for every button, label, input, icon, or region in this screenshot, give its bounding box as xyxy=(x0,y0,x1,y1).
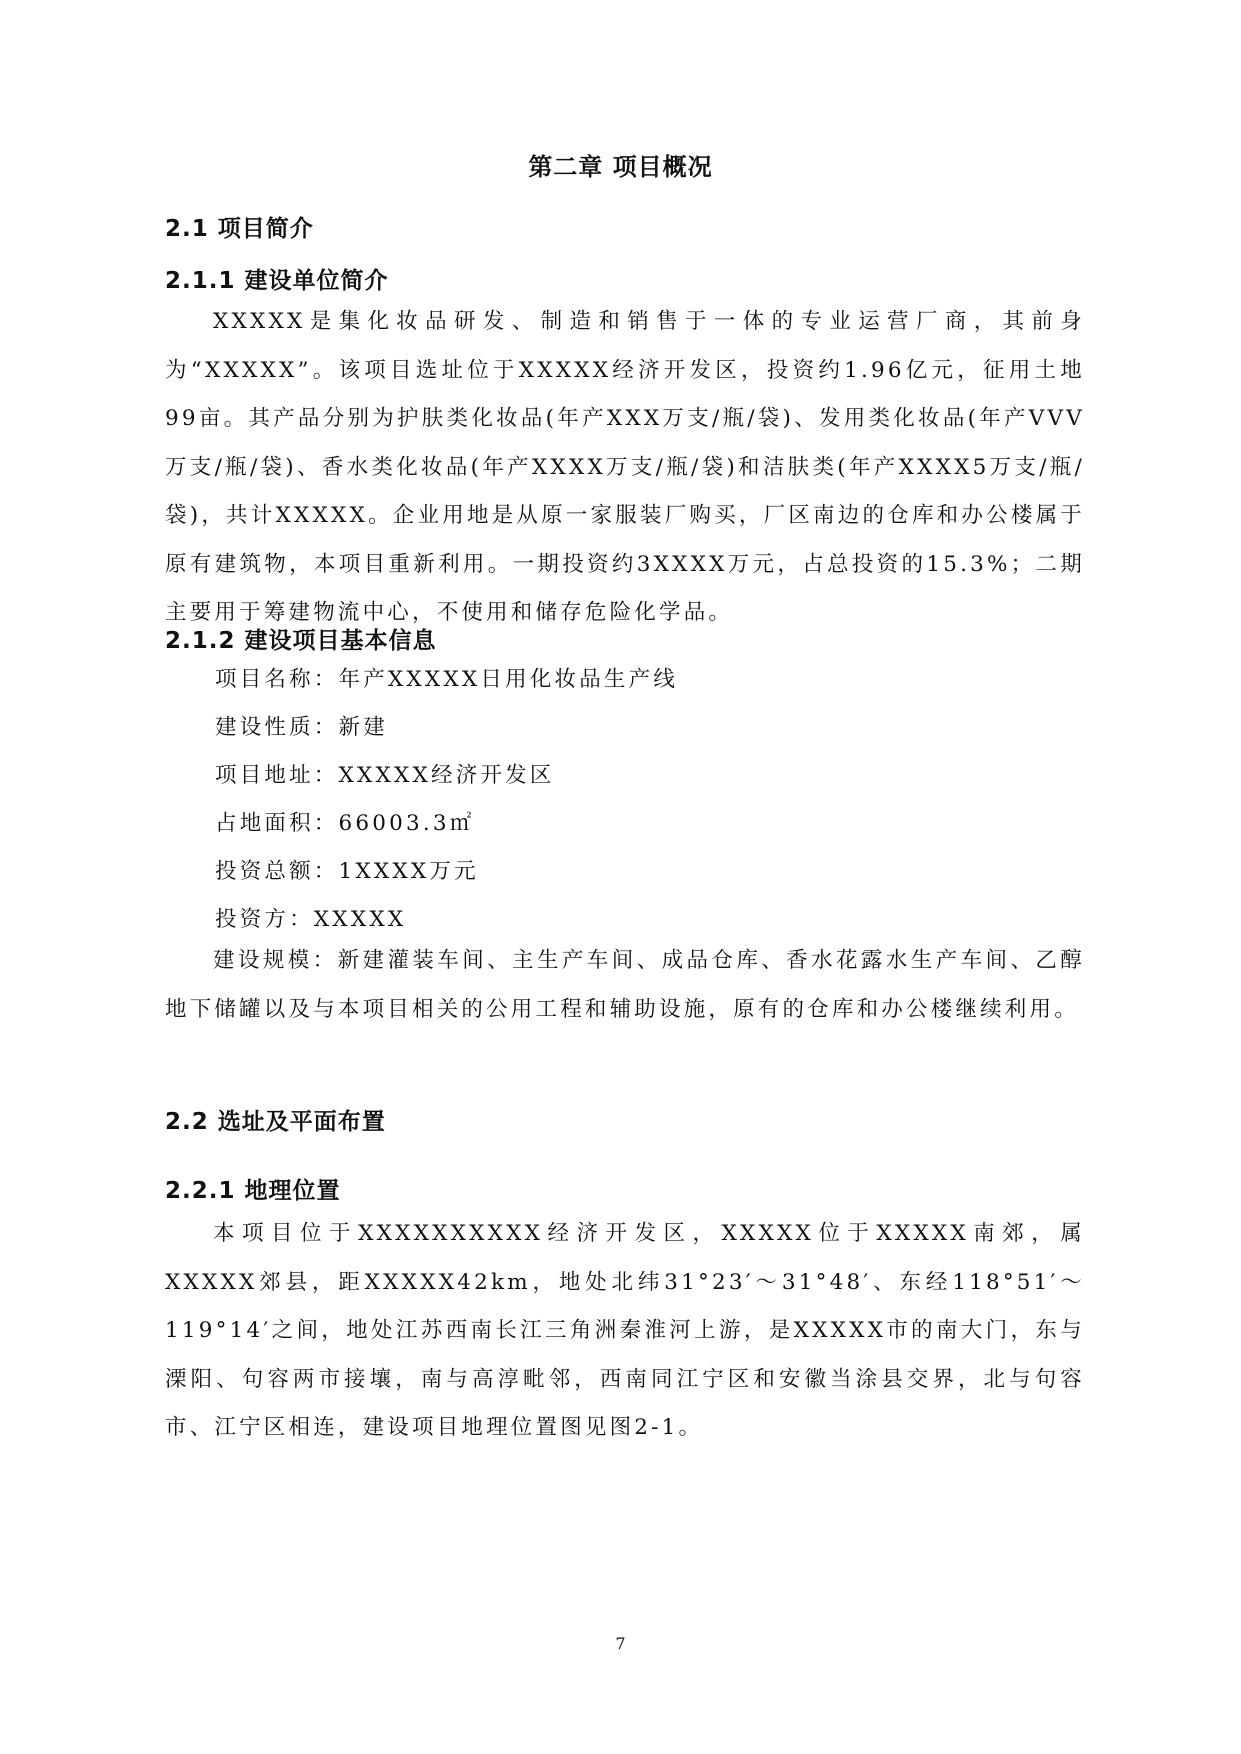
section-heading-2-1: 2.1 项目简介 xyxy=(165,216,314,242)
construction-scale-paragraph: 建设规模：新建灌装车间、主生产车间、成品仓库、香水花露水生产车间、乙醇地下储罐以及与本项目相关的公用工程和辅助设施，原有的仓库和办公楼继续利用。 xyxy=(165,948,1085,1022)
section-heading-2-1-2: 2.1.2 建设项目基本信息 xyxy=(165,628,437,654)
info-total-investment: 投资总额：1XXXX万元 xyxy=(215,859,479,884)
info-project-address: 项目地址：XXXXX经济开发区 xyxy=(215,763,555,788)
section-heading-2-2-1: 2.2.1 地理位置 xyxy=(165,1178,341,1204)
info-land-area: 占地面积：66003.3㎡ xyxy=(215,811,475,836)
section-heading-2-1-1: 2.1.1 建设单位简介 xyxy=(165,268,389,294)
geographic-location-paragraph: 本项目位于XXXXXXXXXX经济开发区，XXXXX位于XXXXX南郊，属XXXXX郊县，距XXXXX42km，地处北纬31°23′～31°48′、东经118°51′～119°14′之间，地处江苏西南长江三角洲秦淮河上游，是XXXXX市的南大门，东与溧阳、句容两市接壤，南与高淳毗邻，西南同江宁区和安徽当涂县交界，北与句容市、江宁区相连，建设项目地理位置图见图2-1。 xyxy=(165,1221,1085,1440)
chapter-title: 第二章 项目概况 xyxy=(528,153,713,181)
page-number: 7 xyxy=(615,1634,626,1653)
section-heading-2-2: 2.2 选址及平面布置 xyxy=(165,1109,386,1135)
info-project-name: 项目名称：年产XXXXX日用化妆品生产线 xyxy=(215,667,679,692)
info-construction-type: 建设性质：新建 xyxy=(215,715,388,740)
company-intro-paragraph: XXXXX是集化妆品研发、制造和销售于一体的专业运营厂商，其前身为“XXXXX”。该项目选址位于XXXXX经济开发区，投资约1.96亿元，征用土地99亩。其产品分别为护肤类化妆品(年产XXX万支/瓶/袋)、发用类化妆品(年产VVV万支/瓶/袋)、香水类化妆品(年产XXXX万支/瓶/袋)和洁肤类(年产XXXX5万支/瓶/袋)，共计XXXXX。企业用地是从原一家服装厂购买，厂区南边的仓库和办公楼属于原有建筑物，本项目重新利用。一期投资约3XXXX万元，占总投资的15.3%；二期主要用于筹建物流中心，不使用和储存危险化学品。 xyxy=(165,309,1085,625)
info-investor: 投资方：XXXXX xyxy=(215,907,407,932)
